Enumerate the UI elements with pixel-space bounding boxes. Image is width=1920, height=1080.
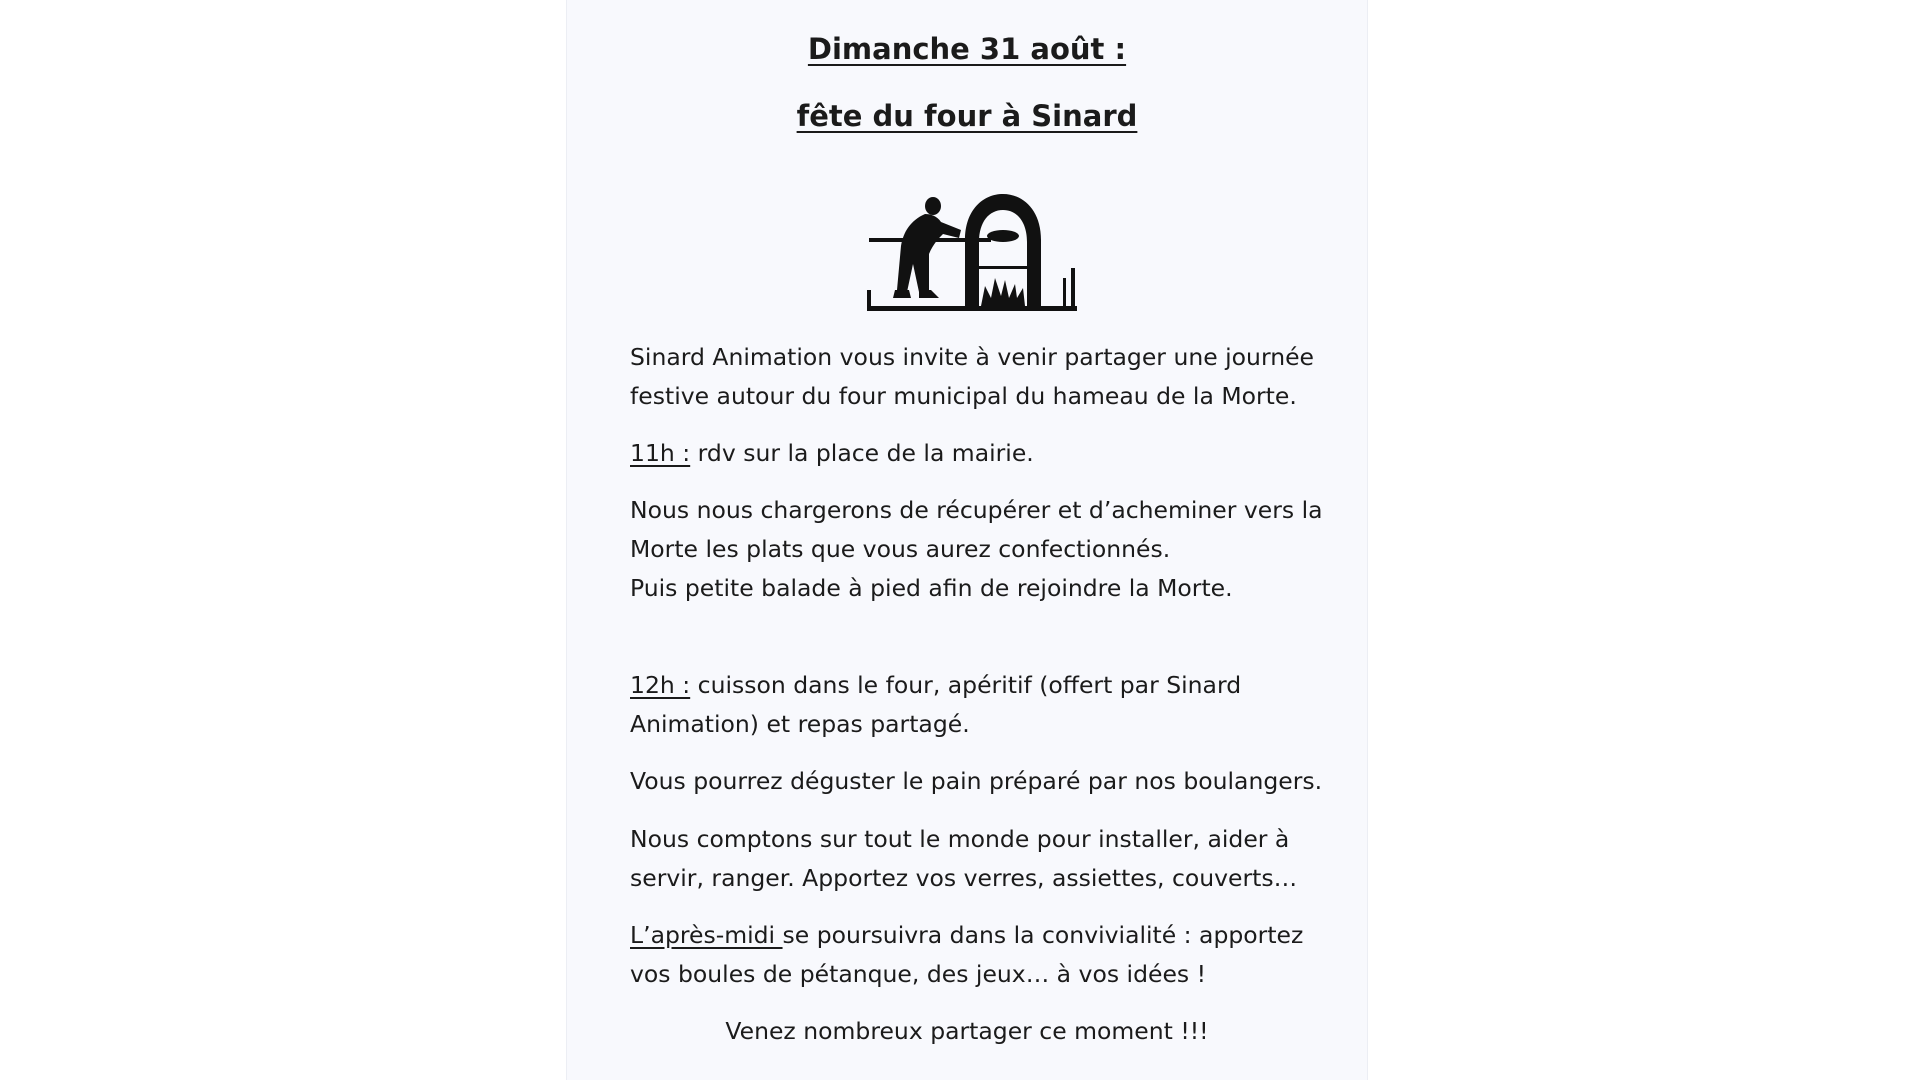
closing-line: Venez nombreux partager ce moment !!!	[725, 1017, 1209, 1045]
schedule-11h	[630, 434, 1330, 473]
afternoon-paragraph	[630, 916, 1330, 994]
bread-paragraph: Vous pourrez déguster le pain préparé par nos boulangers.	[630, 767, 1323, 795]
time-12h-text: cuisson dans le four, apéritif (offert par Sinard Animation) et repas partagé.	[630, 671, 1242, 738]
afternoon-label: L’après-midi	[630, 921, 783, 949]
schedule-12h	[630, 666, 1330, 744]
transport-line-2: Puis petite balade à pied afin de rejoindre la Morte.	[630, 574, 1233, 602]
time-11h-label: 11h :	[630, 439, 691, 467]
transport-line-1: Nous nous chargerons de récupérer et d’acheminer vers la Morte les plats que vous aurez confectionnés.	[630, 496, 1323, 563]
afternoon-text: se poursuivra dans la convivialité : apportez vos boules de pétanque, des jeux… à vos idées !	[630, 921, 1304, 988]
time-11h-text: rdv sur la place de la mairie.	[690, 439, 1034, 467]
intro-paragraph: Sinard Animation vous invite à venir partager une journée festive autour du four municipal du hameau de la Morte.	[630, 343, 1315, 410]
transport-paragraph	[630, 491, 1330, 608]
flyer-page	[566, 0, 1368, 1080]
heading-event: fête du four à Sinard	[796, 99, 1138, 133]
baker-at-oven-icon	[867, 194, 1077, 314]
help-paragraph: Nous comptons sur tout le monde pour installer, aider à servir, ranger. Apportez vos verres, assiettes, couverts…	[630, 825, 1298, 892]
time-12h-label: 12h :	[630, 671, 691, 699]
heading-date: Dimanche 31 août :	[807, 32, 1127, 66]
